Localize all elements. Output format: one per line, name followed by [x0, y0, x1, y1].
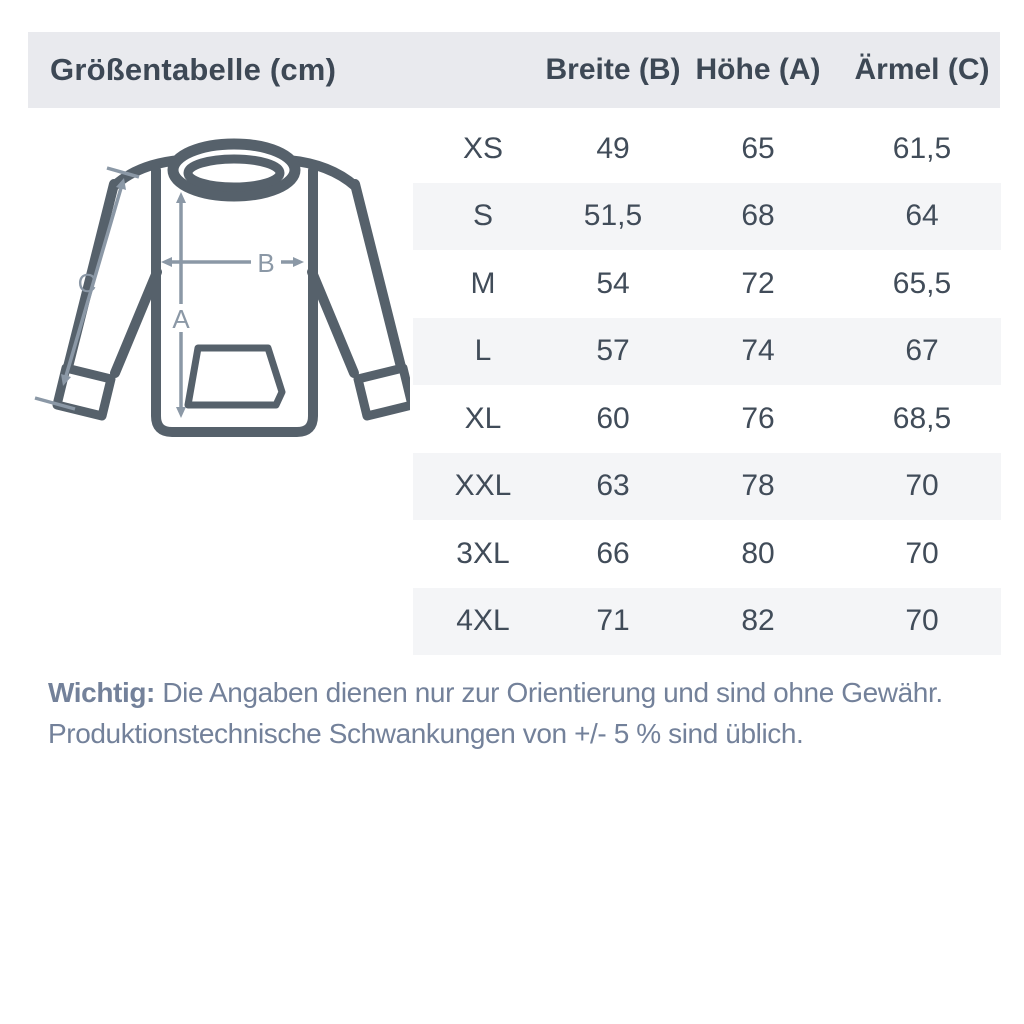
disclaimer-line-2: Produktionstechnische Schwankungen von +/- 5 % sind üblich. — [48, 718, 804, 749]
hoehe-value: 72 — [741, 266, 775, 300]
aermel-value: 70 — [905, 604, 939, 638]
table-row — [413, 453, 1001, 521]
aermel-value: 67 — [905, 334, 939, 368]
table-row — [413, 115, 1001, 183]
hoehe-value: 65 — [741, 131, 775, 165]
col-header-hoehe: Höhe (A) — [695, 53, 821, 86]
right-sleeve-inner — [312, 272, 354, 373]
hoehe-value: 82 — [741, 604, 775, 638]
left-sleeve-inner — [115, 272, 157, 373]
right-cuff — [358, 368, 410, 416]
hoehe-value: 68 — [741, 199, 775, 233]
hoehe-value: 80 — [741, 536, 775, 570]
table-row — [413, 385, 1001, 453]
aermel-value: 65,5 — [892, 266, 952, 300]
dim-label-a: A — [172, 304, 190, 334]
size-table — [413, 115, 1001, 655]
right-sleeve-outer — [355, 184, 401, 367]
aermel-value: 64 — [905, 199, 939, 233]
disclaimer-line-1 — [48, 672, 978, 713]
breite-value: 57 — [596, 334, 630, 368]
dim-label-c: C — [77, 268, 97, 298]
size-label: 4XL — [456, 604, 510, 638]
aermel-value: 70 — [905, 536, 939, 570]
disclaimer-text-1: Die Angaben dienen nur zur Orientierung und sind ohne Gewähr. — [154, 677, 943, 708]
dim-label-b: B — [257, 248, 275, 278]
size-label: S — [472, 199, 493, 233]
table-row — [413, 318, 1001, 386]
column-headers — [413, 32, 1001, 108]
table-row — [413, 520, 1001, 588]
breite-value: 60 — [596, 401, 630, 435]
hood-inner — [188, 159, 280, 187]
page-title: Größentabelle (cm) — [50, 52, 337, 87]
breite-value: 54 — [596, 266, 630, 300]
breite-value: 63 — [596, 469, 630, 503]
aermel-value: 70 — [905, 469, 939, 503]
table-row — [413, 250, 1001, 318]
hoehe-value: 76 — [741, 401, 775, 435]
hoodie-diagram — [30, 122, 410, 452]
breite-value: 71 — [596, 604, 630, 638]
col-header-aermel: Ärmel (C) — [854, 53, 990, 86]
spacer — [413, 32, 553, 108]
size-label: L — [474, 334, 492, 368]
table-row — [413, 588, 1001, 656]
breite-value: 66 — [596, 536, 630, 570]
size-label: XS — [462, 131, 504, 165]
disclaimer-bold: Wichtig: — [48, 677, 155, 708]
arrowhead-b-right — [293, 257, 304, 267]
col-header-breite: Breite (B) — [545, 53, 681, 86]
size-label: M — [470, 266, 496, 300]
arrowhead-b-left — [161, 257, 172, 267]
breite-value: 51,5 — [583, 199, 643, 233]
size-label: XXL — [454, 469, 512, 503]
arrowhead-a-up — [176, 192, 186, 203]
hoehe-value: 78 — [741, 469, 775, 503]
breite-value: 49 — [596, 131, 630, 165]
table-row — [413, 183, 1001, 251]
size-label: 3XL — [456, 536, 510, 570]
pocket — [188, 348, 282, 405]
arrowhead-a-down — [176, 407, 186, 418]
hoehe-value: 74 — [741, 334, 775, 368]
size-label: XL — [464, 401, 502, 435]
size-chart-header — [28, 32, 1000, 108]
aermel-value: 61,5 — [892, 131, 952, 165]
disclaimer-note — [48, 672, 978, 754]
aermel-value: 68,5 — [892, 401, 952, 435]
